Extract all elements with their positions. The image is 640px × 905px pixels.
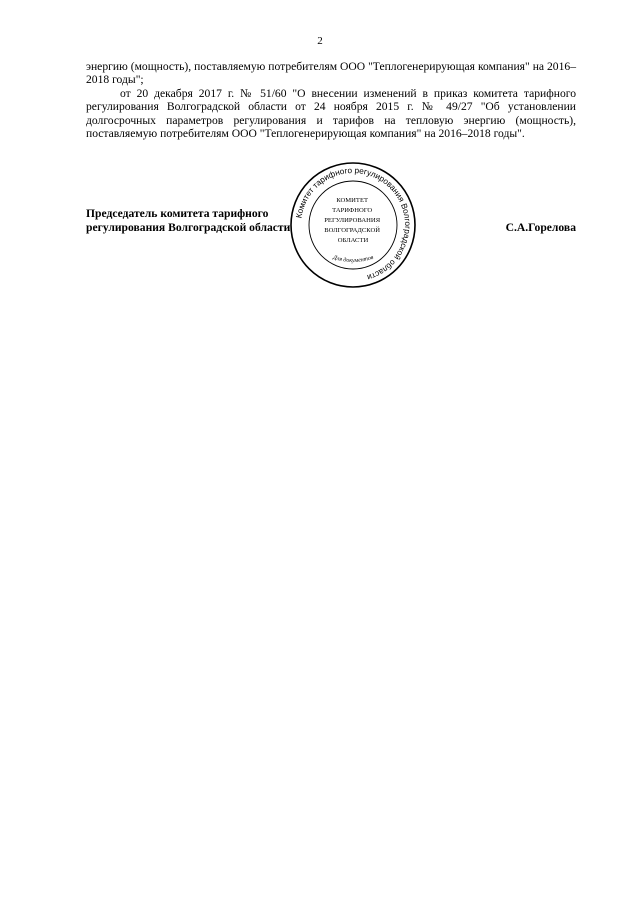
page-number: 2: [317, 35, 323, 47]
signatory-name: С.А.Горелова: [505, 220, 576, 234]
official-seal-stamp: [288, 160, 418, 290]
signatory-position-line-2: регулирования Волгоградской области: [86, 220, 291, 234]
seal-center-line-4: ВОЛГОГРАДСКОЙ: [324, 227, 381, 234]
seal-outer-ring: [291, 163, 415, 287]
seal-inner-ring: [309, 181, 397, 269]
seal-ring-text: Комитет тарифного регулирования Волгоградской области: [294, 165, 413, 282]
seal-center-text: [324, 197, 382, 244]
signatory-position-line-1: Председатель комитета тарифного: [86, 207, 269, 220]
document-body: [86, 60, 576, 140]
seal-center-line-2: ТАРИФНОГО: [332, 207, 373, 214]
paragraph-order-reference: от 20 декабря 2017 г. № 51/60 "О внесении изменений в приказ комитета тарифного регулирования Волгоградской области от 24 ноября 2015 г. № 49/27 "Об установлении долгосрочных параметров регулирования и тарифов на тепловую энергию (мощность), поставляемую потребителям ООО "Теплогенерирующая компания" на 2016–2018 годы".: [86, 86, 576, 141]
seal-center-line-1: КОМИТЕТ: [336, 197, 369, 204]
paragraph-continuation: энергию (мощность), поставляемую потребителям ООО "Теплогенерирующая компания" на 2016–2018 годы";: [86, 60, 576, 87]
seal-center-line-5: ОБЛАСТИ: [337, 237, 369, 244]
seal-center-line-3: РЕГУЛИРОВАНИЯ: [324, 217, 381, 224]
seal-bottom-text: Для документов: [332, 254, 375, 265]
